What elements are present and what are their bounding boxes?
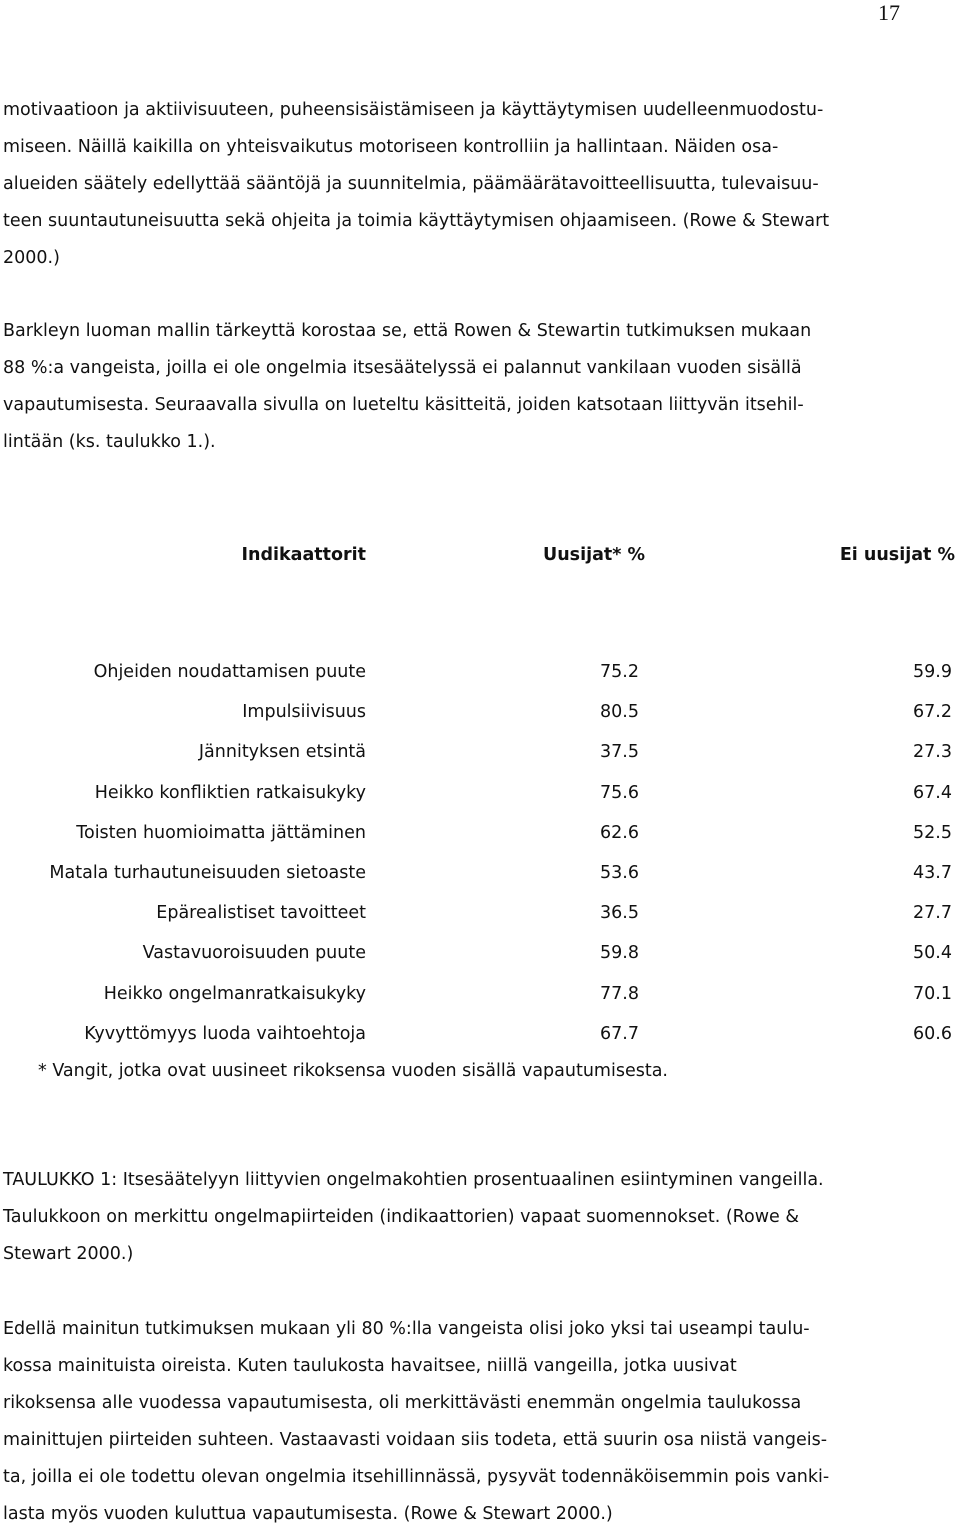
table-header	[0, 537, 960, 574]
indicator-cell: Vastavuoroisuuden puute	[142, 943, 366, 964]
text-line: 88 %:a vangeista, joilla ei ole ongelmia itsesäätelyssä ei palannut vankilaan vuoden sisällä	[3, 358, 802, 378]
indicator-cell: Epärealistiset tavoitteet	[156, 903, 366, 924]
text-line: mainittujen piirteiden suhteen. Vastaavasti voidaan siis todeta, että suurin osa niistä vangeis-	[3, 1430, 828, 1450]
paragraph-1	[3, 92, 953, 277]
table-row	[0, 1014, 960, 1054]
table-caption	[3, 1162, 953, 1273]
table-row	[0, 652, 960, 692]
text-line: 2000.)	[3, 248, 60, 268]
reoffenders-cell: 37.5	[600, 742, 639, 763]
reoffenders-cell: 59.8	[600, 943, 639, 964]
text-line: motivaatioon ja aktiivisuuteen, puheensisäistämiseen ja käyttäytymisen uudelleenmuodostu-	[3, 100, 824, 120]
non-reoffenders-cell: 50.4	[913, 943, 952, 964]
table-row	[0, 893, 960, 933]
non-reoffenders-cell: 27.7	[913, 903, 952, 924]
header-non-reoffenders: Ei uusijat %	[839, 545, 955, 565]
text-line: miseen. Näillä kaikilla on yhteisvaikutus motoriseen kontrolliin ja hallintaan. Näiden osa-	[3, 137, 779, 157]
non-reoffenders-cell: 67.2	[913, 702, 952, 723]
table-row	[0, 813, 960, 853]
table-row	[0, 933, 960, 973]
reoffenders-cell: 36.5	[600, 903, 639, 924]
table-row	[0, 732, 960, 772]
paragraph-3	[3, 1311, 953, 1533]
reoffenders-cell: 62.6	[600, 822, 639, 843]
non-reoffenders-cell: 59.9	[913, 662, 952, 682]
indicator-table	[0, 652, 960, 1054]
indicator-cell: Toisten huomioimatta jättäminen	[76, 822, 366, 843]
table-row	[0, 853, 960, 893]
indicator-cell: Heikko ongelmanratkaisukyky	[103, 983, 366, 1004]
header-indicators: Indikaattorit	[241, 545, 366, 565]
text-line: Barkleyn luoman mallin tärkeyttä korostaa se, että Rowen & Stewartin tutkimuksen mukaan	[3, 321, 812, 341]
text-line: lasta myös vuoden kuluttua vapautumisesta. (Rowe & Stewart 2000.)	[3, 1504, 613, 1524]
indicator-cell: Kyvyttömyys luoda vaihtoehtoja	[84, 1023, 366, 1044]
table-row	[0, 692, 960, 732]
text-line: alueiden säätely edellyttää sääntöjä ja suunnitelmia, päämäärätavoitteellisuutta, tulevaisuu-	[3, 174, 819, 194]
text-line: Edellä mainitun tutkimuksen mukaan yli 80 %:lla vangeista olisi joko yksi tai useampi taulu-	[3, 1319, 810, 1339]
indicator-cell: Jännityksen etsintä	[198, 742, 366, 763]
reoffenders-cell: 53.6	[600, 862, 639, 883]
reoffenders-cell: 75.2	[600, 662, 639, 682]
page-number: 17	[878, 0, 900, 25]
text-line: ta, joilla ei ole todettu olevan ongelmia itsehillinnässä, pysyvät todennäköisemmin pois vanki-	[3, 1467, 830, 1487]
non-reoffenders-cell: 70.1	[913, 983, 952, 1004]
paragraph-2	[3, 313, 953, 461]
text-line: Taulukkoon on merkittu ongelmapiirteiden (indikaattorien) vapaat suomennokset. (Rowe &	[3, 1207, 800, 1227]
indicator-cell: Matala turhautuneisuuden sietoaste	[49, 862, 366, 883]
indicator-cell: Impulsiivisuus	[242, 702, 366, 723]
reoffenders-cell: 77.8	[600, 983, 639, 1004]
indicator-cell: Heikko konfliktien ratkaisukyky	[94, 782, 366, 803]
reoffenders-cell: 75.6	[600, 782, 639, 803]
table-footnote: * Vangit, jotka ovat uusineet rikoksensa vuoden sisällä vapautumisesta.	[38, 1061, 668, 1081]
text-line: lintään (ks. taulukko 1.).	[3, 432, 216, 452]
non-reoffenders-cell: 43.7	[913, 862, 952, 883]
text-line: vapautumisesta. Seuraavalla sivulla on lueteltu käsitteitä, joiden katsotaan liittyvän itsehil-	[3, 395, 804, 415]
non-reoffenders-cell: 52.5	[913, 822, 952, 843]
text-line: teen suuntautuneisuutta sekä ohjeita ja toimia käyttäytymisen ohjaamiseen. (Rowe & Stewart	[3, 211, 830, 231]
text-line: TAULUKKO 1: Itsesäätelyyn liittyvien ongelmakohtien prosentuaalinen esiintyminen vangeilla.	[3, 1170, 824, 1190]
text-line: rikoksensa alle vuodessa vapautumisesta, oli merkittävästi enemmän ongelmia taulukossa	[3, 1393, 802, 1413]
text-line: Stewart 2000.)	[3, 1244, 134, 1264]
table-row	[0, 974, 960, 1014]
indicator-cell: Ohjeiden noudattamisen puute	[93, 662, 366, 682]
non-reoffenders-cell: 67.4	[913, 782, 952, 803]
header-reoffenders: Uusijat* %	[543, 545, 646, 565]
reoffenders-cell: 67.7	[600, 1023, 639, 1044]
text-line: kossa mainituista oireista. Kuten taulukosta havaitsee, niillä vangeilla, jotka uusivat	[3, 1356, 737, 1376]
non-reoffenders-cell: 27.3	[913, 742, 952, 763]
reoffenders-cell: 80.5	[600, 702, 639, 723]
non-reoffenders-cell: 60.6	[913, 1023, 952, 1044]
table-row	[0, 773, 960, 813]
